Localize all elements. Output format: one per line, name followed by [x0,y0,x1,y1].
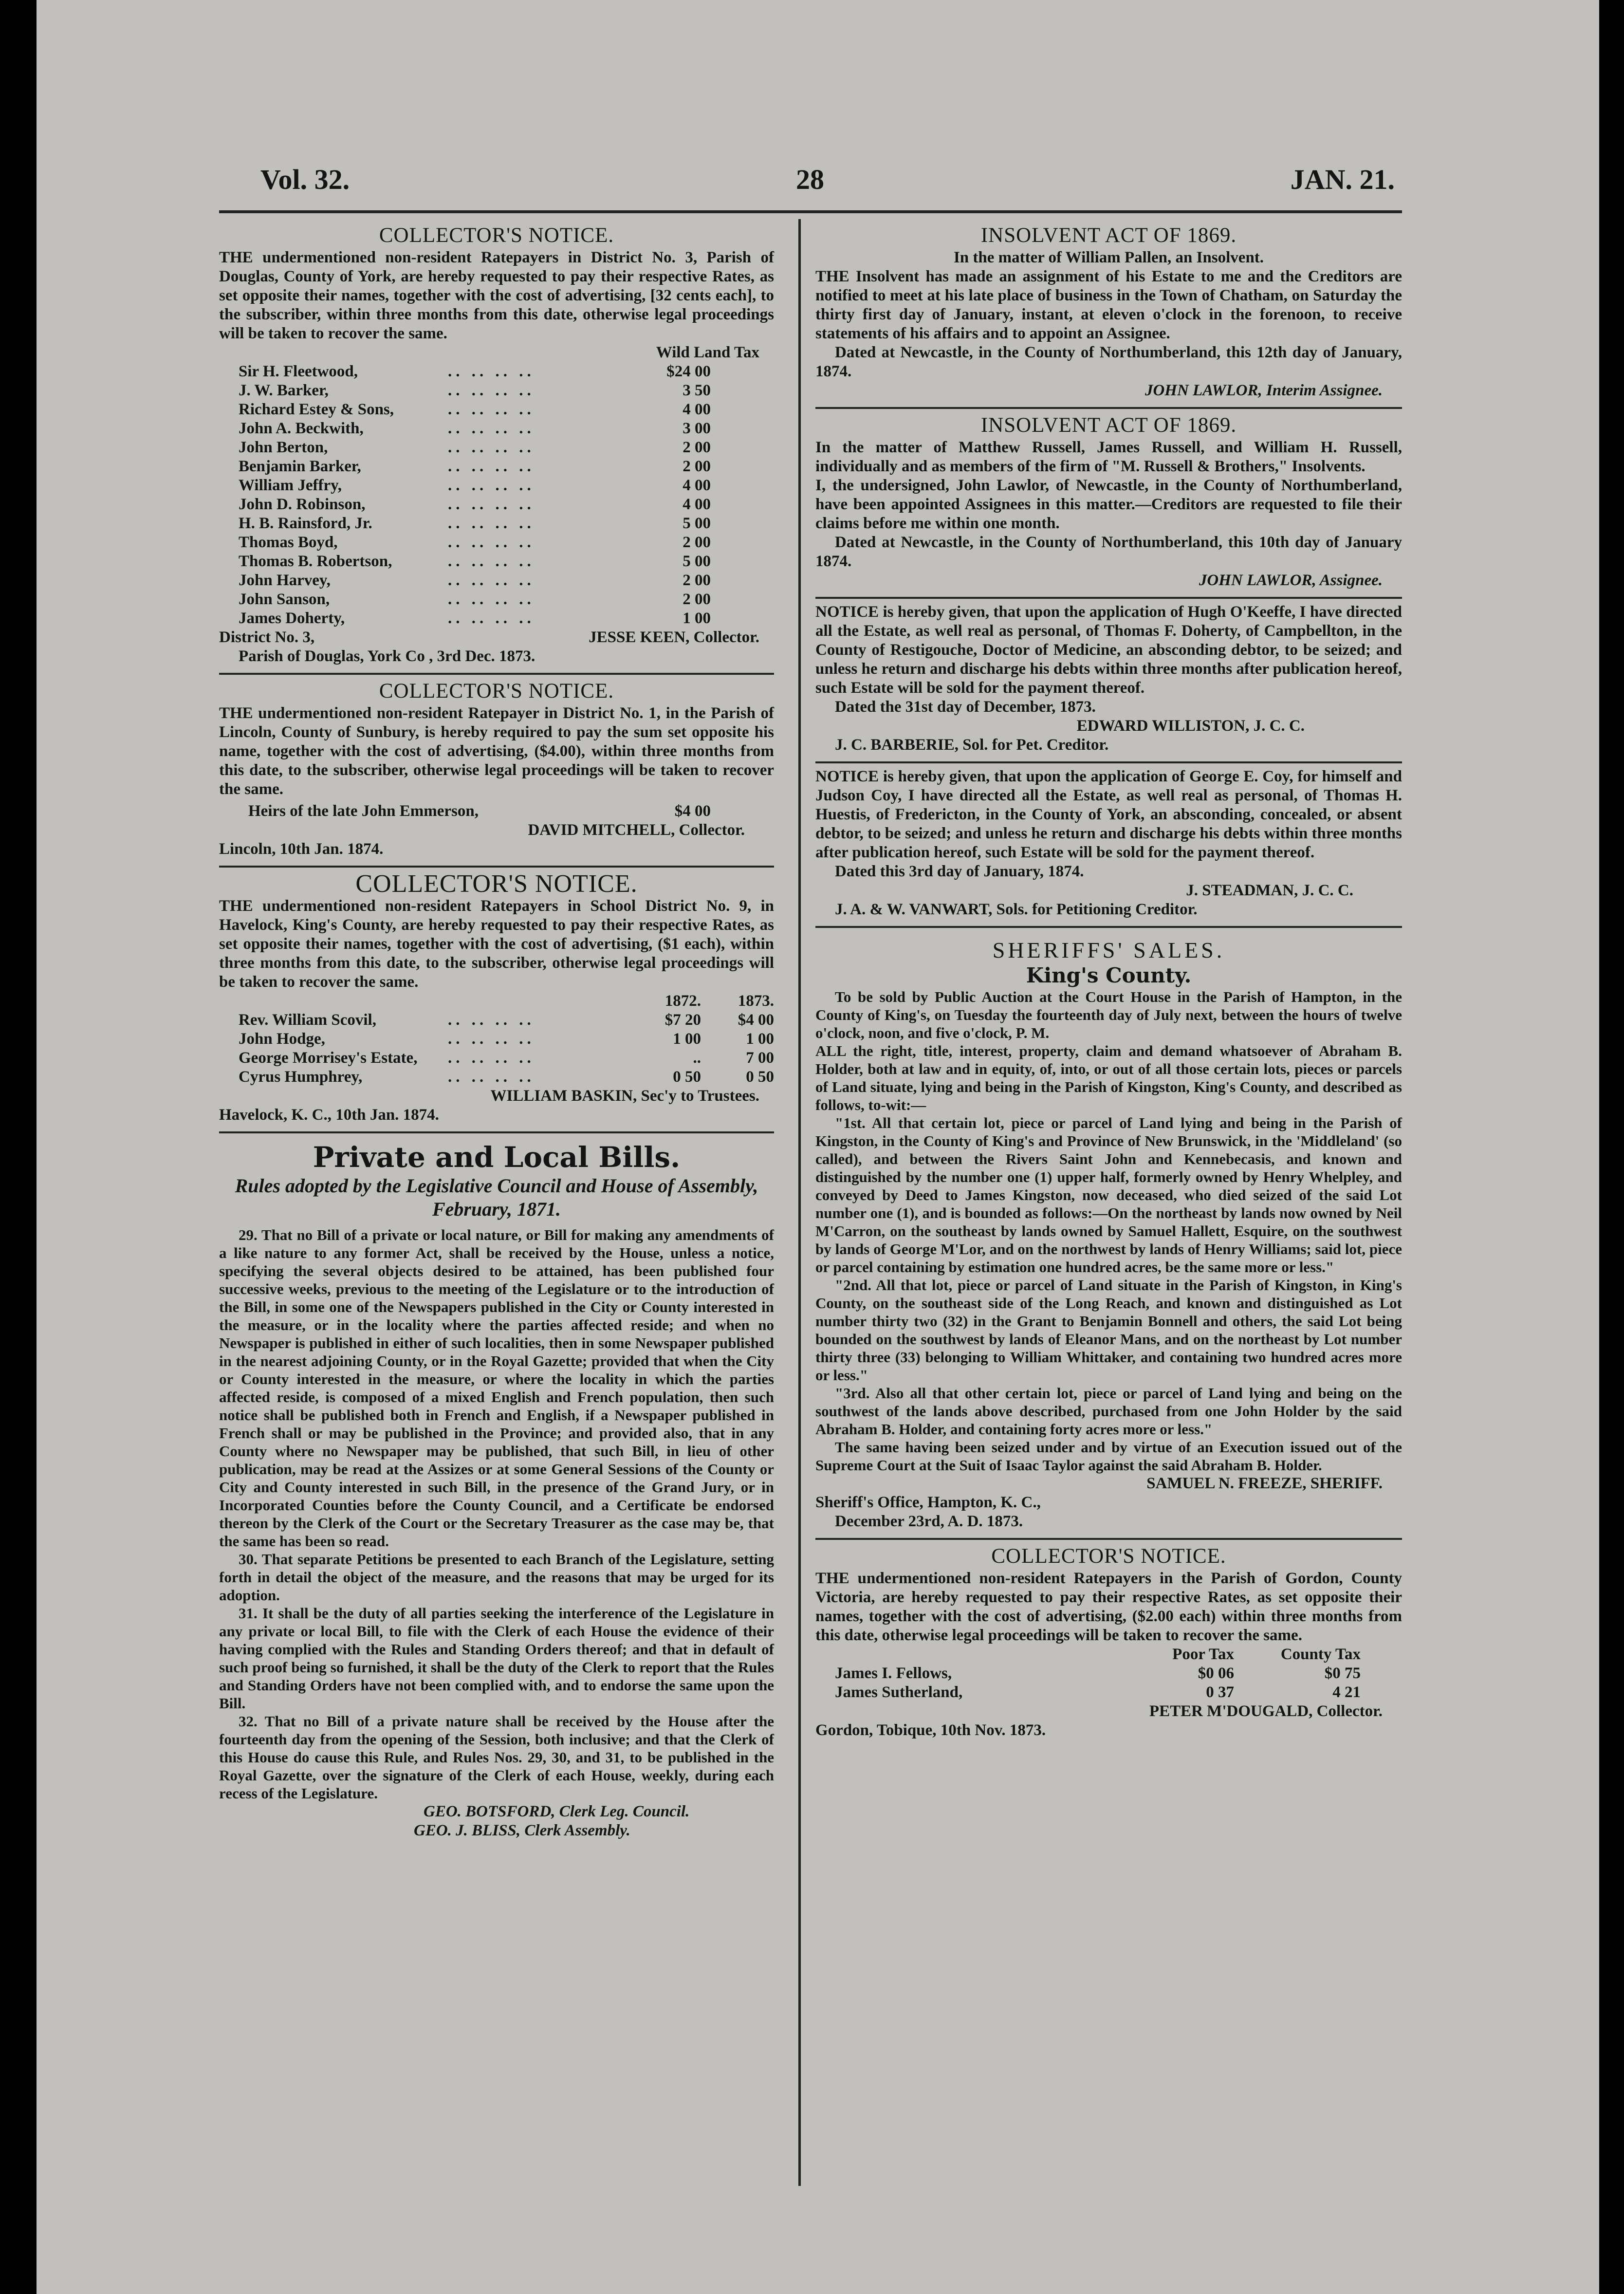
ratepayer-name: John Berton, [239,439,328,456]
sale-intro: To be sold by Public Auction at the Court House in the Parish of Hampton, in the County of King's, on Tuesday the fourteenth day of July next, between the hours of twelve o'clock, noon, and five o'clock, P. M. [815,988,1402,1041]
ratepayer-name: John Harvey, [239,572,331,589]
ratepayer-name: James Doherty, [239,610,345,627]
tax-list [219,1011,774,1087]
sheriff-office: Sheriff's Office, Hampton, K. C., [815,1494,1041,1511]
page-number: 28 [796,164,824,195]
notice-title: COLLECTOR'S NOTICE. [355,870,638,898]
tax-row [219,609,774,628]
ratepayer-name: Rev. William Scovil, [239,1011,376,1029]
leader-dots: .. .. .. .. [448,1030,535,1048]
notice-body: NOTICE is hereby given, that upon the application of Hugh O'Keeffe, I have directed all the Estate, as well real as personal, of Thomas F. Doherty, of Campbellton, in the County of Restigouche, Doctor of Medicine, an absconding debtor, to be seized; and unless he return and discharge his debts within three months after publication hereof, such Estate will be sold for the payment thereof. [815,603,1402,697]
tax-amount: 4 00 [683,401,711,418]
tax-1873: 0 50 [746,1068,774,1086]
newspaper-page [37,0,1599,2294]
tax-row [219,362,774,381]
notice-subtitle: In the matter of Matthew Russell, James Russell, and William H. Russell, individually and as members of the firm of "M. Russell & Brothers," Insolvents. [815,439,1402,475]
notice-title: COLLECTOR'S NOTICE. [991,1545,1226,1568]
collector-signature: JESSE KEEN, Collector. [589,629,759,646]
ratepayer-name: James Sutherland, [835,1684,963,1701]
tax-list [815,1664,1402,1702]
tax-amount: 5 00 [683,553,711,570]
column-heading: Wild Land Tax [656,344,759,361]
clerk-signature: GEO. BOTSFORD, Clerk Leg. Council. [424,1803,690,1820]
tax-1872: .. [693,1049,701,1067]
leader-dots: .. .. .. .. [448,382,535,399]
tax-row [219,552,774,571]
notice-body: THE undermentioned non-resident Ratepayer in District No. 1, in the Parish of Lincoln, County of Sunbury, is hereby required to pay the sum set opposite his name, together with the cost of advertising, ($4.00), within three months from this date, to the subscriber, otherwise legal proceedings will be taken to recover the same. [219,704,774,798]
divider [815,761,1402,763]
tax-1872: 1 00 [673,1030,701,1048]
divider [219,1131,774,1133]
tax-amount: 3 50 [683,382,711,399]
ratepayer-name: Benjamin Barker, [239,458,361,475]
assignee-signature: JOHN LAWLOR, Assignee. [1199,572,1383,589]
notice-body: THE undermentioned non-resident Ratepayers in District No. 3, Parish of Douglas, County of York, are hereby requested to pay their respective Rates, as set opposite their names, together with the cost of advertising, [32 cents each], to the subscriber, within three months from this date, otherwise legal proceedings will be taken to recover the same. [219,249,774,342]
ratepayer-name: John Sanson, [239,591,330,608]
tax-row [815,1683,1402,1702]
tax-1873: 1 00 [746,1030,774,1048]
tax-1873: 7 00 [746,1049,774,1067]
tax-amount: $4 00 [674,802,711,820]
leader-dots: .. .. .. .. [448,572,535,589]
ratepayer-name: Thomas Boyd, [239,534,338,551]
district-label: District No. 3, [219,629,315,646]
tax-row [219,533,774,552]
tax-row [219,400,774,419]
section-title: Private and Local Bills. [313,1141,681,1174]
leader-dots: .. .. .. .. [448,496,535,513]
collector-signature: DAVID MITCHELL, Collector. [528,821,745,839]
ratepayer-name: John D. Robinson, [239,496,366,513]
assignee-signature: JOHN LAWLOR, Interim Assignee. [1144,382,1383,399]
notice-dateline: Gordon, Tobique, 10th Nov. 1873. [815,1721,1046,1739]
tax-row [815,1664,1402,1683]
leader-dots: .. .. .. .. [448,363,535,380]
lot-3: "3rd. Also all that other certain lot, piece or parcel of Land lying and being on the southwest of the lands above described, purchased from one John Holder by the said Abraham B. Holder, and containing forty acres more or less." [815,1385,1402,1438]
judge-signature: J. STEADMAN, J. C. C. [1186,882,1353,899]
tax-row [219,495,774,514]
tax-1873: $4 00 [738,1011,774,1029]
leader-dots: .. .. .. .. [448,515,535,532]
notice-dateline: Dated this 3rd day of January, 1874. [835,863,1084,880]
tax-row [219,1030,774,1049]
leader-dots: .. .. .. .. [448,610,535,627]
notice-dateline: Dated at Newcastle, in the County of Northumberland, this 12th day of January, 1874. [815,344,1402,380]
notice-title: COLLECTOR'S NOTICE. [379,680,614,703]
ratepayer-name: James I. Fellows, [835,1665,952,1682]
column-divider [798,219,801,2186]
divider [219,866,774,868]
tax-1872: 0 50 [673,1068,701,1086]
ratepayer-name: John A. Beckwith, [239,420,364,437]
ratepayer-name: J. W. Barker, [239,382,329,399]
sheriff-signature: SAMUEL N. FREEZE, SHERIFF. [1146,1475,1383,1492]
leader-dots: .. .. .. .. [448,534,535,551]
lot-2: "2nd. All that lot, piece or parcel of Land situate in the Parish of Kingston, in King's County, on the southeast side of the Long Reach, and known and distinguished as Lot number thirty two (32) in the Grant to Benjamin Bonnell and others, the said Lot being bounded on the southwest by lands of Eleanor Mans, and on the northeast by Lot number thirty three (33) belonging to William Whittaker, and containing two hundred acres more or less." [815,1276,1402,1384]
ratepayer-name: William Jeffry, [239,477,342,494]
sale-description: ALL the right, title, interest, property, claim and demand whatsoever of Abraham B. Holder, both at law and in equity, of, into, or out of all those certain lots, pieces or parcels of Land situate, lying and being in the Parish of Kingston, King's County, and described as follows, to-wit:— [815,1042,1402,1113]
county-tax: 4 21 [1332,1684,1361,1701]
notice-subtitle: In the matter of William Pallen, an Insolvent. [953,249,1264,266]
column-heading: Poor Tax [1172,1646,1234,1663]
notice-dateline: Dated the 31st day of December, 1873. [835,698,1096,716]
notice-dateline: Dated at Newcastle, in the County of Northumberland, this 10th day of January 1874. [815,534,1402,570]
issue-date: JAN. 21. [1290,164,1395,195]
right-column [815,219,1402,1740]
tax-row [219,590,774,609]
tax-amount: 2 00 [683,458,711,475]
ratepayer-name: John Hodge, [239,1030,325,1048]
page-header [221,163,1400,207]
leader-dots: .. .. .. .. [448,477,535,494]
ratepayer-name: George Morrisey's Estate, [239,1049,418,1067]
notice-dateline: Lincoln, 10th Jan. 1874. [219,840,384,858]
solicitor-line: J. C. BARBERIE, Sol. for Pet. Creditor. [835,736,1109,754]
ratepayer-name: Richard Estey & Sons, [239,401,394,418]
leader-dots: .. .. .. .. [448,1049,535,1067]
tax-row [219,419,774,438]
trustee-signature: WILLIAM BASKIN, Sec'y to Trustees. [490,1087,759,1105]
divider [219,673,774,675]
tax-amount: 2 00 [683,439,711,456]
header-rule [219,210,1402,213]
leader-dots: .. .. .. .. [448,458,535,475]
leader-dots: .. .. .. .. [448,1011,535,1029]
tax-amount: 1 00 [683,610,711,627]
divider [815,926,1402,928]
section-title: SHERIFFS' SALES. [992,938,1225,962]
notice-dateline: Havelock, K. C., 10th Jan. 1874. [219,1106,439,1124]
solicitor-line: J. A. & W. VANWART, Sols. for Petitioning Creditor. [835,901,1198,918]
tax-row [219,476,774,495]
ratepayer-name: Heirs of the late John Emmerson, [248,802,479,820]
year-heading: 1873. [738,992,774,1010]
tax-row [219,438,774,457]
poor-tax: $0 06 [1198,1665,1234,1682]
ratepayer-name: Thomas B. Robertson, [239,553,392,570]
sale-date: December 23rd, A. D. 1873. [835,1513,1023,1530]
tax-amount: 3 00 [683,420,711,437]
notice-title: INSOLVENT ACT OF 1869. [980,414,1237,437]
tax-amount: 2 00 [683,534,711,551]
tax-amount: 2 00 [683,591,711,608]
tax-amount: 4 00 [683,496,711,513]
divider [815,407,1402,409]
volume-number: Vol. 32. [260,164,350,195]
notice-title: INSOLVENT ACT OF 1869. [980,224,1237,247]
lot-1: "1st. All that certain lot, piece or parcel of Land lying and being in the Parish of Kingston, in the County of King's and Province of New Brunswick, in the 'Middleland' (so called), and between the Rivers Saint John and Kennebecasis, and known and distinguished by the number one (1) upper half, formerly owned by Henry Whelpley, and conveyed by Deed to James Kingston, now deceased, who died seized of the said Lot number one (1), and is bounded as follows:—On the northeast by lands now owned by Neil M'Carron, on the southeast by lands owned by Samuel Hallett, Esquire, on the southwest by lands of George M'Lor, and on the northwest by lands of Henry Williams; said lot, piece or parcel containing by estimation one hundred acres, be the same more or less." [815,1114,1402,1276]
tax-row [219,457,774,476]
divider [815,597,1402,599]
leader-dots: .. .. .. .. [448,553,535,570]
tax-amount: $24 00 [666,363,711,380]
collector-signature: PETER M'DOUGALD, Collector. [1149,1702,1383,1720]
clerk-signature: GEO. J. BLISS, Clerk Assembly. [414,1822,630,1839]
column-heading: County Tax [1280,1646,1361,1663]
divider [815,1538,1402,1540]
rule-30: 30. That separate Petitions be presented to each Branch of the Legislature, setting forth in detail the object of the measure, and the reasons that may be urged for its adoption. [219,1551,774,1604]
section-subtitle: Rules adopted by the Legislative Council and House of Assembly, February, 1871. [235,1175,758,1220]
notice-body: I, the undersigned, John Lawlor, of Newcastle, in the County of Northumberland, have been appointed Assignees in this matter.—Creditors are requested to file their claims before me within one month. [815,477,1402,532]
notice-body: THE undermentioned non-resident Ratepayers in School District No. 9, in Havelock, King's County, are hereby requested to pay their respective Rates, as set opposite their names, together with the cost of advertising, ($1 each), within three months from this date, to the subscriber, otherwise legal proceedings will be taken to recover the same. [219,897,774,991]
poor-tax: 0 37 [1206,1684,1234,1701]
ratepayer-name: Cyrus Humphrey, [239,1068,363,1086]
year-heading: 1872. [664,992,701,1010]
notice-title: COLLECTOR'S NOTICE. [379,224,614,247]
tax-row [219,1011,774,1030]
leader-dots: .. .. .. .. [448,401,535,418]
leader-dots: .. .. .. .. [448,439,535,456]
rule-29: 29. That no Bill of a private or local nature, or Bill for making any amendments of a like nature to any former Act, shall be received by the House, unless a notice, specifying the several objects desired to be attained, has been published four successive weeks, previous to the meeting of the Legislature or to the introduction of the Bill, in some one of the Newspapers published in the City or County interested in the measure, or in the locality where the parties affected reside; and when no Newspaper is published in either of such localities, then in some Newspaper published in the nearest adjoining County, or in the Royal Gazette; provided that when the City or County interested in the measure, or where the locality in which the parties affected reside, is composed of a mixed English and French population, then such notice shall be published both in French and English, if a Newspaper published in French shall or may be published in the Province; and provided also, that in any County where no Newspaper may be published, that such Bill, in lieu of other publication, may be read at the Assizes or at some General Sessions of the County or City and County interested in such Bill, in the presence of the Grand Jury, or in Incorporated Counties before the County Council, and a Certificate be endorsed thereon by the Clerk of the Court or the Secretary Treasurer as the case may be, that the same has been so read. [219,1226,774,1550]
rule-31: 31. It shall be the duty of all parties seeking the interference of the Legislature in any private or local Bill, to file with the Clerk of each House the evidence of their having complied with the Rules and Standing Orders thereof; and that in default of such proof being so furnished, it shall be the duty of the Clerk to report that the Rules and Standing Orders have not been complied with, and to endorse the same upon the Bill. [219,1605,774,1712]
tax-1872: $7 20 [664,1011,701,1029]
rule-32: 32. That no Bill of a private nature shall be received by the House after the fourteenth day from the opening of the Session, both inclusive; and that the Clerk of this House do cause this Rule, and Rules Nos. 29, 30, and 31, to be published in the Royal Gazette, over the signature of the Clerk of each House, weekly, during each recess of the Legislature. [219,1713,774,1802]
tax-row [219,571,774,590]
leader-dots: .. .. .. .. [448,591,535,608]
tax-row [219,514,774,533]
notice-body: THE undermentioned non-resident Ratepayers in the Parish of Gordon, County Victoria, are hereby requested to pay their respective Rates, as set opposite their names, together with the cost of advertising, ($2.00 each) within three months from this date, otherwise legal proceedings will be taken to recover the same. [815,1570,1402,1644]
county-heading: King's County. [1026,963,1192,987]
judge-signature: EDWARD WILLISTON, J. C. C. [1076,717,1305,735]
left-column [219,219,774,1840]
seizure-statement: The same having been seized under and by virtue of an Execution issued out of the Supreme Court at the Suit of Isaac Taylor against the said Abraham B. Holder. [815,1439,1402,1474]
leader-dots: .. .. .. .. [448,420,535,437]
tax-amount: 5 00 [683,515,711,532]
county-tax: $0 75 [1324,1665,1361,1682]
tax-row [219,381,774,400]
ratepayer-name: Sir H. Fleetwood, [239,363,358,380]
tax-row [219,1068,774,1087]
tax-amount: 4 00 [683,477,711,494]
notice-dateline: Parish of Douglas, York Co , 3rd Dec. 1873. [239,648,535,665]
leader-dots: .. .. .. .. [448,1068,535,1086]
tax-list [219,362,774,628]
notice-body: NOTICE is hereby given, that upon the application of George E. Coy, for himself and Judson Coy, I have directed all the Estate, as well real as personal, of Thomas H. Huestis, of Fredericton, in the County of York, an absconding, concealed, or absent debtor, to be seized; and unless he return and discharge his debts within three months after publication hereof, such Estate will be sold for the payment thereof. [815,768,1402,861]
ratepayer-name: H. B. Rainsford, Jr. [239,515,372,532]
tax-row [219,1049,774,1068]
tax-amount: 2 00 [683,572,711,589]
notice-body: THE Insolvent has made an assignment of his Estate to me and the Creditors are notified to meet at his late place of business in the Town of Chatham, on Saturday the thirty first day of January, instant, at eleven o'clock in the forenoon, to receive statements of his affairs and to appoint an Assignee. [815,268,1402,342]
